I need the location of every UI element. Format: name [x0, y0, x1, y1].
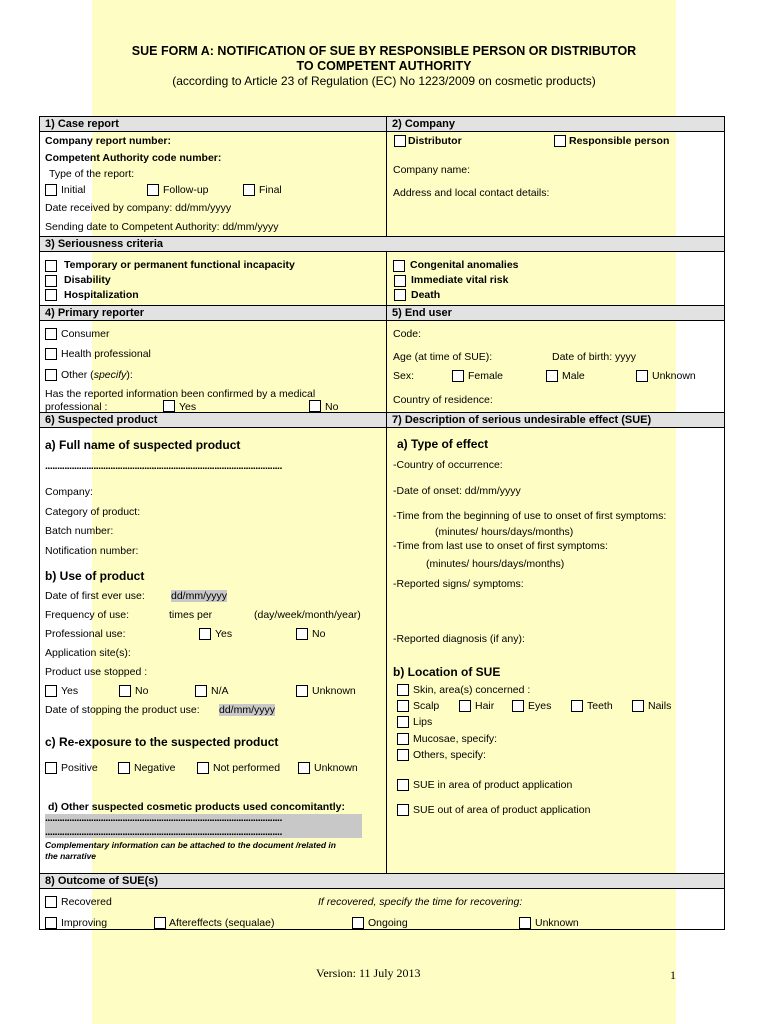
sex-unknown-label: Unknown: [652, 370, 696, 382]
professional-yes-label: Yes: [215, 628, 233, 640]
other-pre: Other (: [61, 369, 94, 381]
consumer-checkbox[interactable]: [45, 328, 57, 340]
column-divider: [386, 116, 387, 873]
confirmed-yes-checkbox[interactable]: [163, 400, 175, 412]
eyes-label: Eyes: [528, 700, 552, 712]
hospitalization-label: Hospitalization: [64, 289, 139, 301]
other-products-heading: d) Other suspected cosmetic products used concomitantly:: [48, 801, 345, 813]
confirmed-no-checkbox[interactable]: [309, 400, 321, 412]
death-checkbox[interactable]: [394, 289, 406, 301]
address-label: Address and local contact details:: [393, 187, 550, 199]
ongoing-checkbox[interactable]: [352, 917, 364, 929]
out-area-checkbox[interactable]: [397, 804, 409, 816]
section-5-header: 5) End user: [386, 305, 725, 321]
re-exposure-heading: c) Re-exposure to the suspected product: [45, 735, 279, 749]
followup-checkbox[interactable]: [147, 184, 159, 196]
eyes-checkbox[interactable]: [512, 700, 524, 712]
ongoing-label: Ongoing: [368, 917, 408, 929]
date-received-label: Date received by company: dd/mm/yyyy: [45, 202, 232, 214]
stopped-no-checkbox[interactable]: [119, 685, 131, 697]
outcome-unknown-checkbox[interactable]: [519, 917, 531, 929]
recovered-checkbox[interactable]: [45, 896, 57, 908]
disability-checkbox[interactable]: [45, 275, 57, 287]
first-use-date-field[interactable]: dd/mm/yyyy: [171, 590, 228, 602]
stopped-na-label: N/A: [211, 685, 229, 697]
disability-label: Disability: [64, 274, 111, 286]
other-specify: specify: [93, 369, 127, 381]
section-7-header: 7) Description of serious undesirable effect (SUE): [386, 412, 725, 428]
other-reporter-label: [61, 369, 133, 381]
confirmed-label-line1: Has the reported information been confirmed by a medical: [45, 388, 316, 400]
responsible-person-checkbox[interactable]: [554, 135, 566, 147]
male-label: Male: [562, 370, 585, 382]
other-reporter-checkbox[interactable]: [45, 369, 57, 381]
professional-no-checkbox[interactable]: [296, 628, 308, 640]
period-label: (day/week/month/year): [254, 609, 361, 621]
form-subtitle: (according to Article 23 of Regulation (EC) No 1223/2009 on cosmetic products): [172, 74, 596, 88]
nails-checkbox[interactable]: [632, 700, 644, 712]
time-begin-label: -Time from the beginning of use to onset of first symptoms:: [393, 510, 667, 522]
death-label: Death: [411, 289, 441, 301]
professional-yes-checkbox[interactable]: [199, 628, 211, 640]
report-type-label: Type of the report:: [49, 168, 135, 180]
vital-risk-checkbox[interactable]: [394, 275, 406, 287]
temporary-incapacity-label: Temporary or permanent functional incapacity: [64, 259, 295, 271]
congenital-anomalies-checkbox[interactable]: [393, 260, 405, 272]
time-begin-units: (minutes/ hours/days/months): [435, 526, 574, 538]
use-of-product-heading: b) Use of product: [45, 569, 145, 583]
congenital-anomalies-label: Congenital anomalies: [410, 259, 519, 271]
initial-checkbox[interactable]: [45, 184, 57, 196]
time-last-units: (minutes/ hours/days/months): [426, 558, 565, 570]
country-residence-label: Country of residence:: [393, 394, 493, 406]
batch-label: Batch number:: [45, 525, 114, 537]
followup-label: Follow-up: [163, 184, 209, 196]
reexposure-unknown-checkbox[interactable]: [298, 762, 310, 774]
complementary-note-line1: Complementary information can be attached to the document /related in: [45, 840, 336, 850]
section-4-header: 4) Primary reporter: [39, 305, 387, 321]
lips-label: Lips: [413, 716, 433, 728]
distributor-label: Distributor: [408, 135, 462, 147]
stopped-yes-checkbox[interactable]: [45, 685, 57, 697]
aftereffects-checkbox[interactable]: [154, 917, 166, 929]
company-name-label: Company name:: [393, 164, 471, 176]
diagnosis-label: -Reported diagnosis (if any):: [393, 633, 525, 645]
full-name-heading: a) Full name of suspected product: [45, 438, 241, 452]
others-location-checkbox[interactable]: [397, 749, 409, 761]
product-name-field[interactable]: ..................................................................................................: [45, 460, 282, 472]
recovery-time-label: If recovered, specify the time for recovering:: [318, 896, 523, 908]
reexposure-unknown-label: Unknown: [314, 762, 358, 774]
sex-label: Sex:: [393, 370, 415, 382]
section-3-header: 3) Seriousness criteria: [39, 236, 725, 252]
scalp-label: Scalp: [413, 700, 440, 712]
female-checkbox[interactable]: [452, 370, 464, 382]
lips-checkbox[interactable]: [397, 716, 409, 728]
signs-symptoms-label: -Reported signs/ symptoms:: [393, 578, 524, 590]
not-performed-checkbox[interactable]: [197, 762, 209, 774]
times-per-label: times per: [169, 609, 213, 621]
form-title: SUE FORM A: NOTIFICATION OF SUE BY RESPONSIBLE PERSON OR DISTRIBUTOR: [131, 44, 637, 58]
recovered-label: Recovered: [61, 896, 112, 908]
use-stopped-label: Product use stopped :: [45, 666, 148, 678]
other-post: ):: [126, 369, 133, 381]
distributor-checkbox[interactable]: [394, 135, 406, 147]
teeth-label: Teeth: [587, 700, 613, 712]
scalp-checkbox[interactable]: [397, 700, 409, 712]
hospitalization-checkbox[interactable]: [45, 289, 57, 301]
country-occurrence-label: -Country of occurrence:: [393, 459, 503, 471]
aftereffects-label: Aftereffects (sequalae): [169, 917, 275, 929]
final-label: Final: [259, 184, 282, 196]
stop-date-label: Date of stopping the product use:: [45, 704, 200, 716]
age-label: Age (at time of SUE):: [393, 351, 493, 363]
end-user-code-label: Code:: [393, 328, 422, 340]
teeth-checkbox[interactable]: [571, 700, 583, 712]
stopped-na-checkbox[interactable]: [195, 685, 207, 697]
consumer-label: Consumer: [61, 328, 110, 340]
positive-checkbox[interactable]: [45, 762, 57, 774]
initial-label: Initial: [61, 184, 86, 196]
section-2-header: 2) Company: [386, 116, 725, 132]
positive-label: Positive: [61, 762, 98, 774]
stopped-no-label: No: [135, 685, 149, 697]
confirmed-yes-label: Yes: [179, 401, 197, 413]
outcome-unknown-label: Unknown: [535, 917, 579, 929]
category-label: Category of product:: [45, 506, 141, 518]
improving-label: Improving: [61, 917, 108, 929]
negative-checkbox[interactable]: [118, 762, 130, 774]
male-checkbox[interactable]: [546, 370, 558, 382]
skin-checkbox[interactable]: [397, 684, 409, 696]
sex-unknown-checkbox[interactable]: [636, 370, 648, 382]
confirmed-label-line2: professional :: [45, 401, 108, 413]
mucosae-checkbox[interactable]: [397, 733, 409, 745]
section-8-header: 8) Outcome of SUE(s): [39, 873, 725, 889]
confirmed-no-label: No: [325, 401, 339, 413]
notification-label: Notification number:: [45, 545, 139, 557]
sending-date-label: Sending date to Competent Authority: dd/mm/yyyy: [45, 221, 279, 233]
final-checkbox[interactable]: [243, 184, 255, 196]
location-heading: b) Location of SUE: [393, 665, 501, 679]
stopped-yes-label: Yes: [61, 685, 79, 697]
female-label: Female: [468, 370, 504, 382]
improving-checkbox[interactable]: [45, 917, 57, 929]
professional-use-label: Professional use:: [45, 628, 126, 640]
nails-label: Nails: [648, 700, 672, 712]
first-use-label: Date of first ever use:: [45, 590, 145, 602]
professional-no-label: No: [312, 628, 326, 640]
company-label: Company:: [45, 486, 93, 498]
company-report-number-label: Company report number:: [45, 135, 172, 147]
application-site-label: Application site(s):: [45, 647, 131, 659]
type-of-effect-heading: a) Type of effect: [397, 437, 489, 451]
in-area-label: SUE in area of product application: [413, 779, 573, 791]
stopped-unknown-label: Unknown: [312, 685, 356, 697]
frequency-label: Frequency of use:: [45, 609, 130, 621]
page-number: 1: [670, 968, 676, 982]
temporary-incapacity-checkbox[interactable]: [45, 260, 57, 272]
others-location-label: Others, specify:: [413, 749, 486, 761]
other-products-dots-2: ..................................................................................................: [45, 826, 282, 838]
in-area-checkbox[interactable]: [397, 779, 409, 791]
other-products-dots-1: ..................................................................................................: [45, 812, 282, 824]
section-6-header: 6) Suspected product: [39, 412, 387, 428]
complementary-note-line2: the narrative: [45, 851, 97, 861]
health-professional-label: Health professional: [61, 348, 151, 360]
mucosae-label: Mucosae, specify:: [413, 733, 498, 745]
skin-label: Skin, area(s) concerned :: [413, 684, 531, 696]
responsible-person-label: Responsible person: [569, 135, 670, 147]
version-label: Version: 11 July 2013: [316, 966, 421, 980]
hair-label: Hair: [475, 700, 495, 712]
stop-date-field[interactable]: dd/mm/yyyy: [219, 704, 276, 716]
stopped-unknown-checkbox[interactable]: [296, 685, 308, 697]
health-professional-checkbox[interactable]: [45, 348, 57, 360]
form-title-line2: TO COMPETENT AUTHORITY: [296, 59, 472, 73]
not-performed-label: Not performed: [213, 762, 281, 774]
time-last-label: -Time from last use to onset of first symptoms:: [393, 540, 608, 552]
onset-date-label: -Date of onset: dd/mm/yyyy: [393, 485, 521, 497]
dob-label: Date of birth: yyyy: [552, 351, 637, 363]
hair-checkbox[interactable]: [459, 700, 471, 712]
negative-label: Negative: [134, 762, 176, 774]
ca-code-label: Competent Authority code number:: [45, 152, 222, 164]
section-1-header: 1) Case report: [39, 116, 387, 132]
vital-risk-label: Immediate vital risk: [411, 274, 509, 286]
out-area-label: SUE out of area of product application: [413, 804, 591, 816]
